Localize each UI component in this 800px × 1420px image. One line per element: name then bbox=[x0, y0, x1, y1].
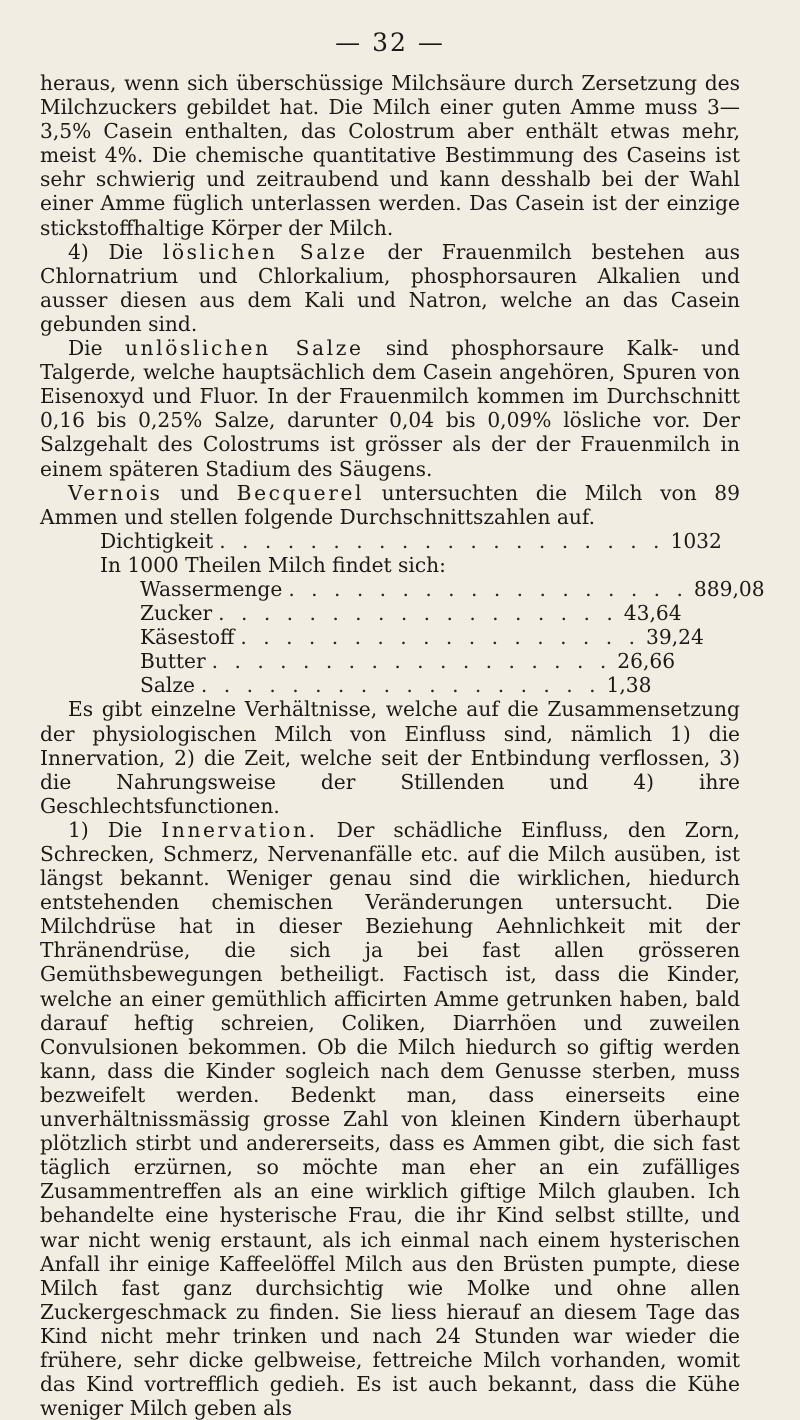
paragraph-insoluble-salts bbox=[40, 336, 740, 481]
leader-dots: . . . . . . . . . . . . . . . . . . bbox=[200, 673, 601, 698]
table-row bbox=[40, 625, 740, 649]
conjunction: und bbox=[162, 480, 237, 505]
density-value: 1032 bbox=[670, 528, 722, 553]
table-row bbox=[40, 649, 740, 673]
paragraph-soluble-salts bbox=[40, 240, 740, 336]
row-value: 26,66 bbox=[617, 649, 676, 674]
row-label: Wassermenge bbox=[140, 576, 283, 601]
row-label: Butter bbox=[140, 649, 206, 674]
table-row bbox=[40, 601, 740, 625]
body-text bbox=[40, 71, 765, 1420]
paragraph-influences: Es gibt einzelne Verhältnisse, welche auf die Zusammensetzung der physiologischen Milch von Einfluss sind, nämlich 1) die Innervation, 2) die Zeit, welche seit der Entbindung verflossen, 3) die Nahrungsweise der Stillenden und 4) ihre Geschlechtsfunctionen. bbox=[40, 697, 740, 818]
paragraph-lead: Die bbox=[68, 336, 125, 361]
paragraph-text: der Frauenmilch bestehen aus Chlornatrium und Chlorkalium, phosphorsauren Alkalien und ausser diesen aus dem Kali und Natron, welche an das Casein gebunden sind. bbox=[40, 239, 740, 336]
leader-dots: . . . . . . . . . . . . . . . . . . bbox=[240, 625, 641, 650]
row-label: Zucker bbox=[140, 601, 213, 626]
row-value: 43,64 bbox=[623, 601, 682, 626]
row-label: Salze bbox=[140, 673, 195, 698]
density-label: Dichtigkeit bbox=[100, 528, 214, 553]
row-value: 889,08 bbox=[693, 576, 765, 601]
paragraph-text: Der schädliche Einfluss, den Zorn, Schrecken, Schmerz, Nervenanfälle etc. auf die Milch ausüben, ist längst bekannt. Weniger genau sind die wirklichen, hiedurch entstehenden chemischen Veränderungen untersucht. Die Milchdrüse hat in dieser Beziehung Aehnlichkeit mit der Thränendrüse, die sich ja bei fast allen grösseren Gemüthsbewegungen betheiligt. Factisch ist, dass die Kinder, welche an einer gemüthlich afficirten Amme getrunken haben, bald darauf heftig schreien, Coliken, Diarrhöen und zuweilen Convulsionen bekommen. Ob die Milch hiedurch so giftig werden kann, dass die Kinder sogleich nach dem Genusse sterben, muss bezweifelt werden. Bedenkt man, dass einerseits eine unverhältnissmässig grosse Zahl von kleinen Kindern überhaupt plötzlich stirbt und andererseits, dass es Ammen gibt, die sich fast täglich erzürnen, so möchte man eher an ein zufälliges Zusammentreffen als an eine wirklich giftige Milch glauben. Ich behandelte eine hysterische Frau, die ihr Kind selbst stillte, und war nicht wenig erstaunt, als ich einmal nach einem hysterischen Anfall ihr einige Kaffeelöffel Milch aus den Brüsten pumpte, diese Milch fast ganz durchsichtig wie Molke und ohne allen Zuckergeschmack zu finden. Sie liess hierauf an diesem Tage das Kind nicht mehr trinken und nach 24 Stunden war wieder die frühere, sehr dicke gelbweise, fettreiche Milch vorhanden, womit das Kind vortrefflich gedieh. Es ist auch bekannt, dass die Kühe weniger Milch geben als bbox=[40, 817, 740, 1420]
leader-dots: . . . . . . . . . . . . . . . . . . . . bbox=[219, 528, 665, 553]
paragraph-casein: heraus, wenn sich überschüssige Milchsäure durch Zersetzung des Milchzuckers gebildet hat. Die Milch einer guten Amme muss 3—3,5% Casein enthalten, das Colostrum aber enthält etwas mehr, meist 4%. Die chemische quantitative Bestimmung des Caseins ist sehr schwierig und zeitraubend und kann desshalb bei der Wahl einer Amme füglich unterlassen werden. Das Casein ist der einzige stickstoffhaltige Körper der Milch. bbox=[40, 71, 740, 240]
leader-dots: . . . . . . . . . . . . . . . . . . bbox=[218, 601, 618, 626]
row-value: 39,24 bbox=[646, 625, 704, 650]
table-intro: In 1000 Theilen Milch findet sich: bbox=[100, 552, 446, 577]
author-becquerel: Becquerel bbox=[236, 480, 365, 505]
leader-dots: . . . . . . . . . . . . . . . . . . bbox=[288, 576, 688, 601]
term-innervation: Innervation. bbox=[161, 817, 318, 842]
section-number: 4) Die bbox=[68, 239, 163, 264]
paragraph-text: sind phosphorsaure Kalk- und Talgerde, welche hauptsächlich dem Casein angehören, Spuren von Eisenoxyd und Fluor. In der Frauenmilch kommen im Durchschnitt 0,16 bis 0,25% Salze, darunter 0,04 bis 0,09% lösliche vor. Der Salzgehalt des Colostrums ist grösser als der der Frauenmilch in einem späteren Stadium des Säugens. bbox=[40, 336, 740, 481]
page-number: — 32 — bbox=[335, 28, 445, 57]
row-label: Käsestoff bbox=[140, 625, 235, 650]
author-vernois: Vernois bbox=[68, 480, 163, 505]
milk-composition-table bbox=[40, 528, 765, 698]
term-soluble-salts: löslichen Salze bbox=[162, 239, 368, 264]
section-number: 1) Die bbox=[68, 817, 162, 842]
row-value: 1,38 bbox=[606, 673, 652, 698]
table-row bbox=[40, 673, 740, 697]
leader-dots: . . . . . . . . . . . . . . . . . . bbox=[211, 649, 612, 674]
density-row bbox=[40, 529, 740, 553]
term-insoluble-salts: unlöslichen Salze bbox=[124, 336, 364, 361]
paragraph-vernois-becquerel bbox=[40, 481, 740, 529]
table-row bbox=[40, 576, 765, 601]
paragraph-text: untersuchten die Milch von 89 Ammen und stellen folgende Durchschnittszahlen auf. bbox=[40, 480, 740, 529]
paragraph-innervation bbox=[40, 818, 740, 1420]
